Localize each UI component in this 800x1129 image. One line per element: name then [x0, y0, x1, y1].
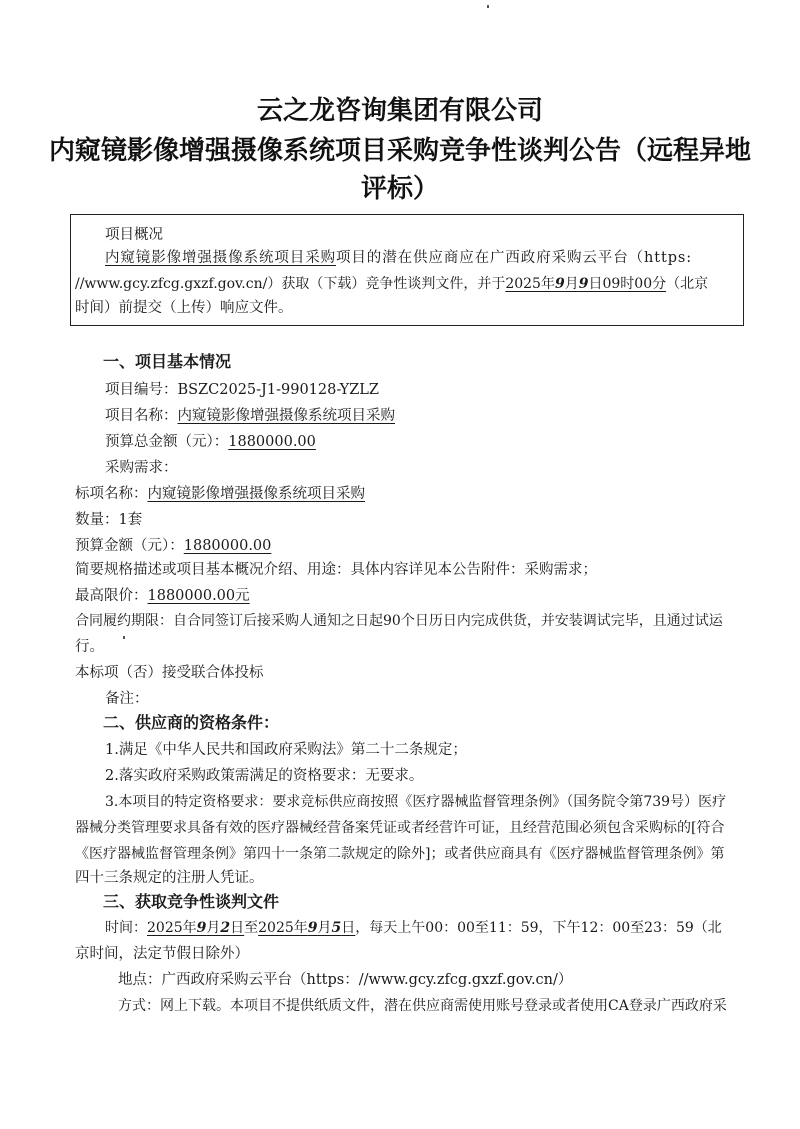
overview-project-name: 内窥镜影像增强摄像系统项目采购 — [105, 250, 336, 266]
contract-line2: 行。 — [75, 639, 104, 655]
overview-deadline: 2025年9月9日09时00分 — [505, 276, 667, 292]
qualification-item3-line4: 四十三条规定的注册人凭证。 — [75, 870, 264, 886]
start-date: 2025年9月2日 — [147, 920, 245, 936]
overview-line3: 时间）前提交（上传）响应文件。 — [75, 300, 293, 316]
end-date: 2025年9月5日 — [258, 920, 356, 936]
overview-heading: 项目概况 — [105, 227, 163, 243]
lot-budget-row: 预算金额（元）：1880000.00 — [75, 538, 272, 554]
scan-speck — [487, 5, 489, 8]
lot-name: 内窥镜影像增强摄像系统项目采购 — [147, 486, 365, 502]
notice-title-line2: 评标） — [360, 174, 439, 204]
qualification-item3-line3: 《医疗器械监督管理条例》第四十一条第二款规定的除外]；或者供应商具有《医疗器械监督管理条例》第 — [75, 846, 725, 862]
section1-heading: 一、项目基本情况 — [103, 352, 232, 371]
budget-row: 预算总金额（元）：1880000.00 — [105, 434, 316, 450]
budget-amount: 1880000.00 — [228, 434, 316, 450]
max-price: 1880000.00元 — [147, 588, 250, 604]
obtain-method: 方式：网上下载。本项目不提供纸质文件，潜在供应商需使用账号登录或者使用CA登录广西政府采 — [118, 998, 727, 1014]
demand-label: 采购需求： — [105, 460, 178, 476]
qualification-item1: 1.满足《中华人民共和国政府采购法》第二十二条规定； — [105, 742, 467, 758]
section3-heading: 三、获取竞争性谈判文件 — [103, 892, 280, 911]
lot-budget: 1880000.00 — [183, 538, 272, 554]
qualification-item3-line1: 3.本项目的特定资格要求：要求竞标供应商按照《医疗器械监督管理条例》（国务院令第739号）医疗 — [105, 794, 727, 810]
quantity: 数量：1套 — [75, 512, 143, 528]
qualification-item3-line2: 器械分类管理要求具备有效的医疗器械经营备案凭证或者经营许可证，且经营范围必须包含采购标的[符合 — [75, 820, 725, 836]
notice-title-line1: 内窥镜影像增强摄像系统项目采购竞争性谈判公告（远程异地 — [48, 136, 751, 166]
obtain-place: 地点：广西政府采购云平台（https：//www.gcy.zfcg.gxzf.gov.cn/） — [118, 972, 573, 988]
scan-speck — [123, 636, 125, 639]
company-title: 云之龙咨询集团有限公司 — [256, 96, 543, 126]
overview-line1-rest: 项目的潜在供应商应在广西政府采购云平台（https: — [336, 250, 692, 266]
remark: 备注： — [105, 691, 149, 707]
overview-line2: //www.gcy.zfcg.gxzf.gov.cn/）获取（下载）竞争性谈判文件，并于2025年9月9日09时00分（北京 — [75, 276, 709, 292]
project-no: 项目编号：BSZC2025-J1-990128-YZLZ — [105, 382, 380, 398]
lot-name-row: 标项名称：内窥镜影像增强摄像系统项目采购 — [75, 486, 365, 502]
spec-description: 简要规格描述或项目基本概况介绍、用途：具体内容详见本公告附件：采购需求； — [75, 562, 597, 578]
obtain-time-row: 时间：2025年9月2日至2025年9月5日，每天上午00：00至11：59，下午12：00至23：59（北 — [105, 920, 722, 936]
obtain-time-line2: 京时间，法定节假日除外） — [75, 946, 249, 962]
qualification-item2: 2.落实政府采购政策需满足的资格要求：无要求。 — [105, 768, 424, 784]
project-name: 内窥镜影像增强摄像系统项目采购 — [177, 408, 395, 424]
overview-line1 — [105, 248, 692, 268]
contract-line1: 合同履约期限：自合同签订后接采购人通知之日起90个日历日内完成供货，并安装调试完毕，且通过试运 — [75, 613, 723, 629]
section2-heading: 二、供应商的资格条件： — [103, 713, 280, 732]
project-name-row: 项目名称：内窥镜影像增强摄像系统项目采购 — [105, 408, 395, 424]
consortium: 本标项（否）接受联合体投标 — [75, 665, 264, 681]
max-price-row: 最高限价：1880000.00元 — [75, 588, 250, 604]
